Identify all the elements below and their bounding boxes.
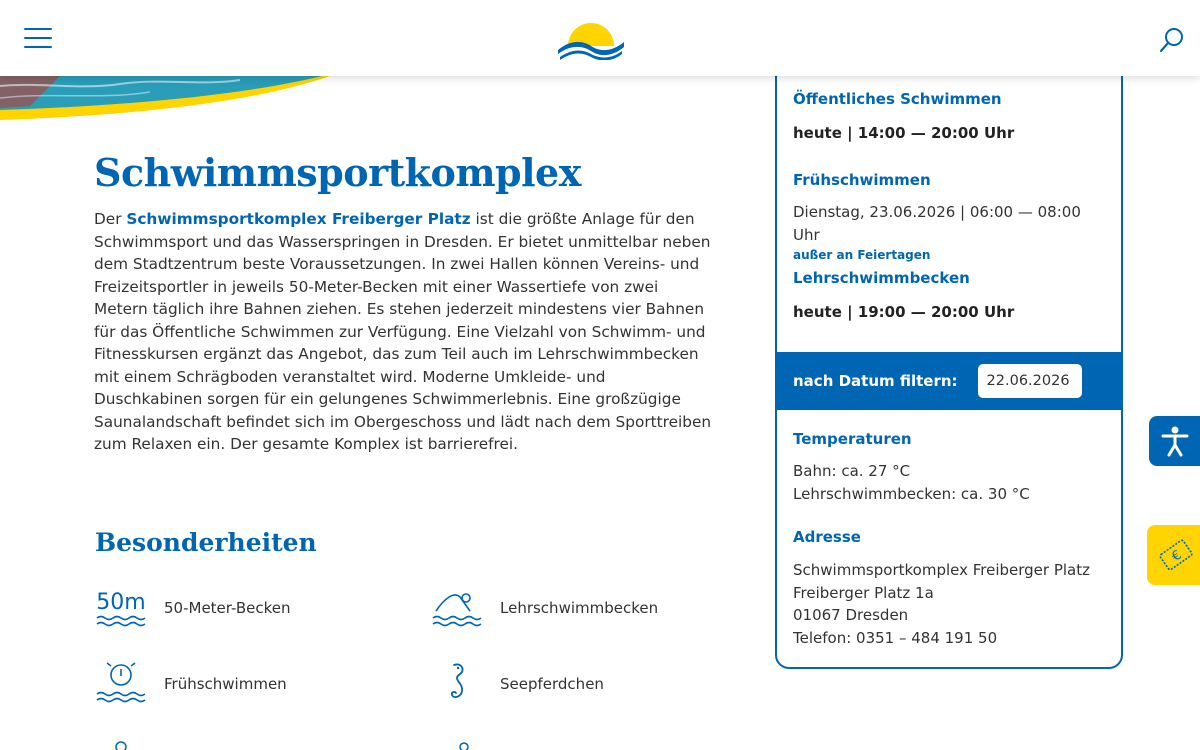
sun-wave-logo[interactable] bbox=[556, 16, 626, 60]
feature-label: 50-Meter-Becken bbox=[164, 599, 291, 617]
swimmer-icon bbox=[430, 581, 484, 635]
feature-label: Seepferdchen bbox=[500, 675, 604, 693]
date-filter-bar bbox=[777, 352, 1121, 410]
address-phone[interactable]: Telefon: 0351 – 484 191 50 bbox=[793, 628, 998, 647]
euro-ticket-icon bbox=[1157, 536, 1195, 574]
date-filter-input[interactable] bbox=[978, 364, 1082, 398]
feature-early-swim bbox=[94, 656, 287, 712]
50m-pool-icon bbox=[94, 581, 148, 635]
address-street: Freiberger Platz 1a bbox=[793, 583, 934, 602]
feature-teaching-pool bbox=[430, 580, 658, 636]
accessibility-button[interactable] bbox=[1149, 416, 1200, 466]
temperature-lane: Bahn: ca. 27 °C bbox=[793, 462, 911, 480]
address-name: Schwimmsportkomplex Freiberger Platz bbox=[793, 561, 1091, 579]
svg-text:50m: 50m bbox=[96, 590, 146, 615]
intro-prefix: Der bbox=[94, 210, 127, 228]
accessibility-icon bbox=[1161, 425, 1189, 457]
feature-label: Lehrschwimmbecken bbox=[500, 599, 659, 617]
early-swim-note: außer an Feiertagen bbox=[793, 248, 931, 262]
address-city: 01067 Dresden bbox=[793, 606, 909, 624]
hamburger-menu-icon[interactable] bbox=[24, 28, 52, 48]
temperatures-heading: Temperaturen bbox=[793, 430, 912, 448]
site-header bbox=[0, 0, 1200, 76]
search-icon[interactable] bbox=[1158, 26, 1186, 54]
feature-seahorse bbox=[430, 656, 604, 712]
hero-pool-image bbox=[0, 76, 340, 128]
address-heading: Adresse bbox=[793, 528, 861, 546]
date-filter-label: nach Datum filtern: bbox=[793, 372, 958, 390]
opening-hours-card bbox=[775, 60, 1123, 669]
feature-50m-pool bbox=[94, 580, 291, 636]
partial-feature-icon bbox=[456, 738, 474, 750]
partial-feature-icon bbox=[112, 738, 130, 750]
page-title: Schwimmsportkomplex bbox=[94, 150, 581, 195]
feature-label: Frühschwimmen bbox=[164, 675, 287, 693]
teaching-pool-time: heute | 19:00 — 20:00 Uhr bbox=[793, 303, 1015, 321]
intro-body: ist die größte Anlage für den Schwimmsport und das Wasserspringen in Dresden. Er bietet unmittelbar neben dem Stadtzentrum beste Voraussetzungen. In zwei Hallen können Vereins- und Freizeitsportler in jeweils 50-Meter-Becken mit einer Wassertiefe von zwei Metern täglich ihre Bahnen ziehen. Es stehen jederzeit mindestens vier Bahnen für das Öffentliche Schwimmen zur Verfügung. Eine Vielzahl von Schwimm- und Fitnesskursen ergänzt das Angebot, das zum Teil auch im Lehrschwimmbecken mit einem Schrägboden veranstaltet wird. Moderne Umkleide- und Duschkabinen sorgen für ein gelungenes Schwimmerlebnis. Eine großzügige Saunalandschaft befindet sich im Obergeschoss und lädt nach dem Sporttreiben zum Relaxen ein. Der gesamte Komplex ist barrierefrei. bbox=[94, 210, 712, 453]
public-swim-time: heute | 14:00 — 20:00 Uhr bbox=[793, 124, 1015, 142]
features-title: Besonderheiten bbox=[95, 528, 317, 557]
early-swim-heading: Frühschwimmen bbox=[793, 171, 931, 189]
seahorse-icon bbox=[430, 657, 484, 711]
main-content bbox=[94, 150, 714, 456]
temperature-teaching-pool: Lehrschwimmbecken: ca. 30 °C bbox=[793, 484, 1030, 503]
intro-text bbox=[94, 208, 714, 456]
svg-text:€: € bbox=[1169, 547, 1185, 565]
public-swim-heading: Öffentliches Schwimmen bbox=[793, 90, 1002, 108]
alarm-clock-icon bbox=[94, 657, 148, 711]
teaching-pool-heading: Lehrschwimmbecken bbox=[793, 269, 970, 287]
ticket-button[interactable] bbox=[1147, 525, 1200, 585]
early-swim-time: Dienstag, 23.06.2026 | 06:00 — 08:00 Uhr bbox=[793, 203, 1081, 244]
complex-link[interactable]: Schwimmsportkomplex Freiberger Platz bbox=[126, 210, 471, 228]
